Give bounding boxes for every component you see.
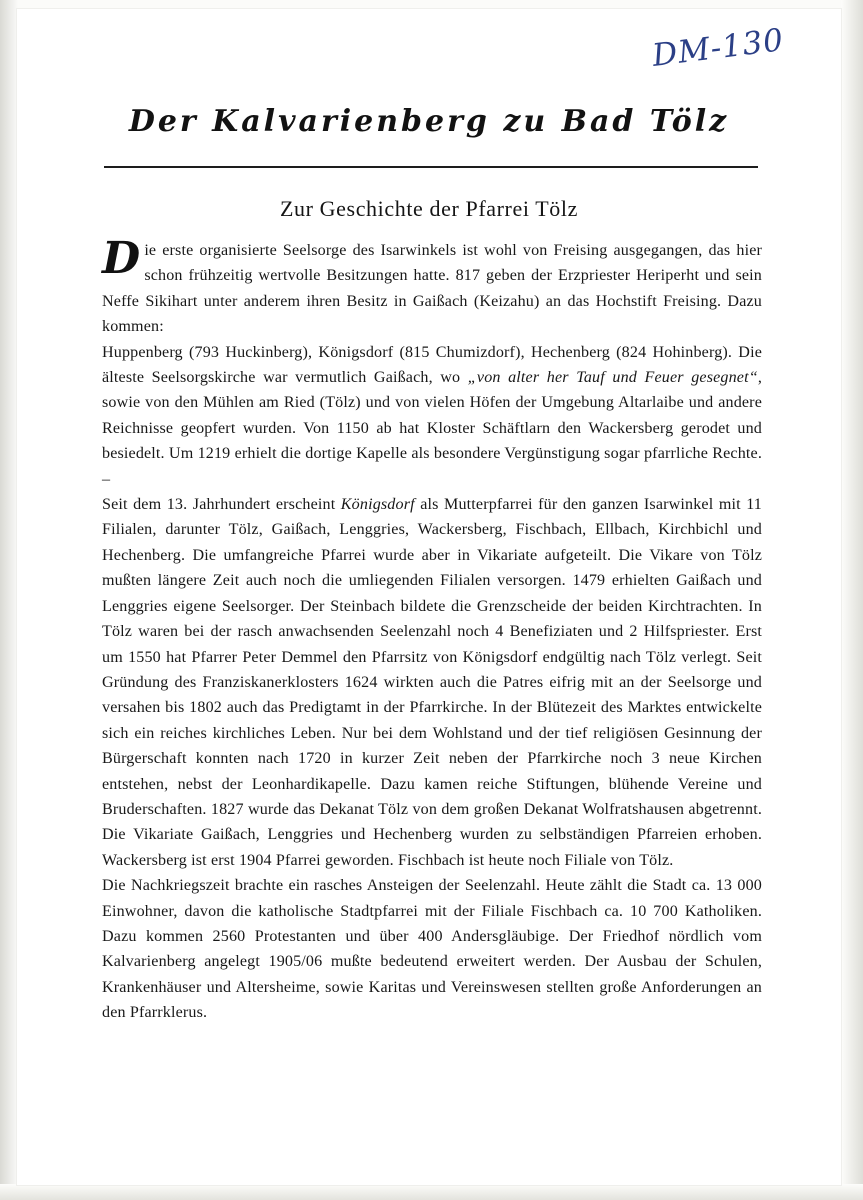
paragraph-2 [102,340,762,492]
paragraph-2-quote: „von alter her Tauf und Feuer gesegnet“ [467,369,758,387]
paragraph-3-emphasis: Königsdorf [340,496,415,514]
title-divider [104,166,758,168]
scan-edge-bottom [0,1184,863,1200]
paragraph-3-part-2: als Mutterpfarrei für den ganzen Isarwinkel mit 11 Filialen, darunter Tölz, Gaißach, Lenggries, Wackersberg, Fischbach, Ellbach, Kirchbichl und Hechenberg. Die umfangreiche Pfarrei wurde aber in Vikariate aufgeteilt. Die Vikare von Tölz mußten längere Zeit auch noch die umliegenden Filialen versorgen. 1479 erhielten Gaißach und Lenggries eigene Seelsorger. Der Steinbach bildete die Grenzscheide der beiden Kirchtrachten. In Tölz waren bei der rasch anwachsenden Seelenzahl noch 4 Benefiziaten und 2 Hilfspriester. Erst um 1550 hat Pfarrer Peter Demmel den Pfarrsitz von Königsdorf endgültig nach Tölz verlegt. Seit Gründung des Franziskanerklosters 1624 wirkten auch die Patres eifrig mit an der Seelsorge und versahen bis 1802 auch das Predigtamt in der Pfarrkirche. In der Blütezeit des Marktes entwickelte sich ein reiches kirchliches Leben. Nur bei dem Wohlstand und der tief religiösen Gesinnung der Bürgerschaft konnten nach 1720 in kurzer Zeit neben der Pfarrkirche noch 3 neue Kirchen entstehen, nebst der Leonhardikapelle. Dazu kamen reiche Stiftungen, blühende Vereine und Bruderschaften. 1827 wurde das Dekanat Tölz von dem großen Dekanat Wolfratshausen abgetrennt. Die Vikariate Gaißach, Lenggries und Hechenberg wurden zu selbständigen Pfarreien erhoben. Wackersberg ist erst 1904 Pfarrei geworden. Fischbach ist heute noch Filiale von Tölz. [102,496,763,869]
handwritten-annotation: DM-130 [650,22,786,74]
paragraph-4-text: Die Nachkriegszeit brachte ein rasches Ansteigen der Seelenzahl. Heute zählt die Stadt ca. 13 000 Einwohner, davon die katholische Stadtpfarrei mit der Filiale Fischbach ca. 10 700 Katholiken. Dazu kommen 2560 Protestanten und über 400 Andersgläubige. Der Friedhof nördlich vom Kalvarienberg angelegt 1905/06 mußte bedeutend erweitert werden. Der Ausbau der Schulen, Krankenhäuser und Altersheime, sowie Karitas und Vereinswesen stellten große Anforderungen an den Pfarrklerus. [102,877,762,1022]
paragraph-1 [102,233,762,340]
scan-edge-right [841,0,863,1200]
paragraph-2-part-1: Huppenberg (793 Huckinberg), Königsdorf (815 Chumizdorf), Hechenberg (824 Hohinberg). Die älteste Seelsorgskirche war vermutlich Gaißach, wo [102,343,762,387]
section-subtitle: Zur Geschichte der Pfarrei Tölz [280,196,578,221]
paper-sheet [16,8,842,1186]
paragraph-3 [102,492,762,873]
paragraph-2-part-2: , sowie von den Mühlen am Ried (Tölz) und von vielen Höfen der Umgebung Altarlaibe und andere Reichnisse geopfert wurden. Von 1150 ab hat Kloster Schäftlarn den Wackersberg gerodet und besiedelt. Um 1219 erhielt die dortige Kapelle als besondere Vergünstigung sogar pfarrliche Rechte. – [102,369,762,488]
title-block [16,104,842,139]
paragraph-4 [102,873,762,1025]
page-title: Der Kalvarienberg zu Bad Tölz [128,104,730,139]
body-text-column [102,233,763,1026]
paragraph-1-text: ie erste organisierte Seelsorge des Isarwinkels ist wohl von Freising ausgegangen, das hier schon frühzeitig wertvolle Besitzungen hatte. 817 geben der Erzpriester Heriperht und sein Neffe Sikihart unter anderem ihren Besitz in Gaißach (Keizahu) an das Hochstift Freising. Dazu kommen: [102,242,762,336]
paragraph-3-part-1: Seit dem 13. Jahrhundert erscheint [102,496,341,514]
drop-cap: D [102,233,141,284]
